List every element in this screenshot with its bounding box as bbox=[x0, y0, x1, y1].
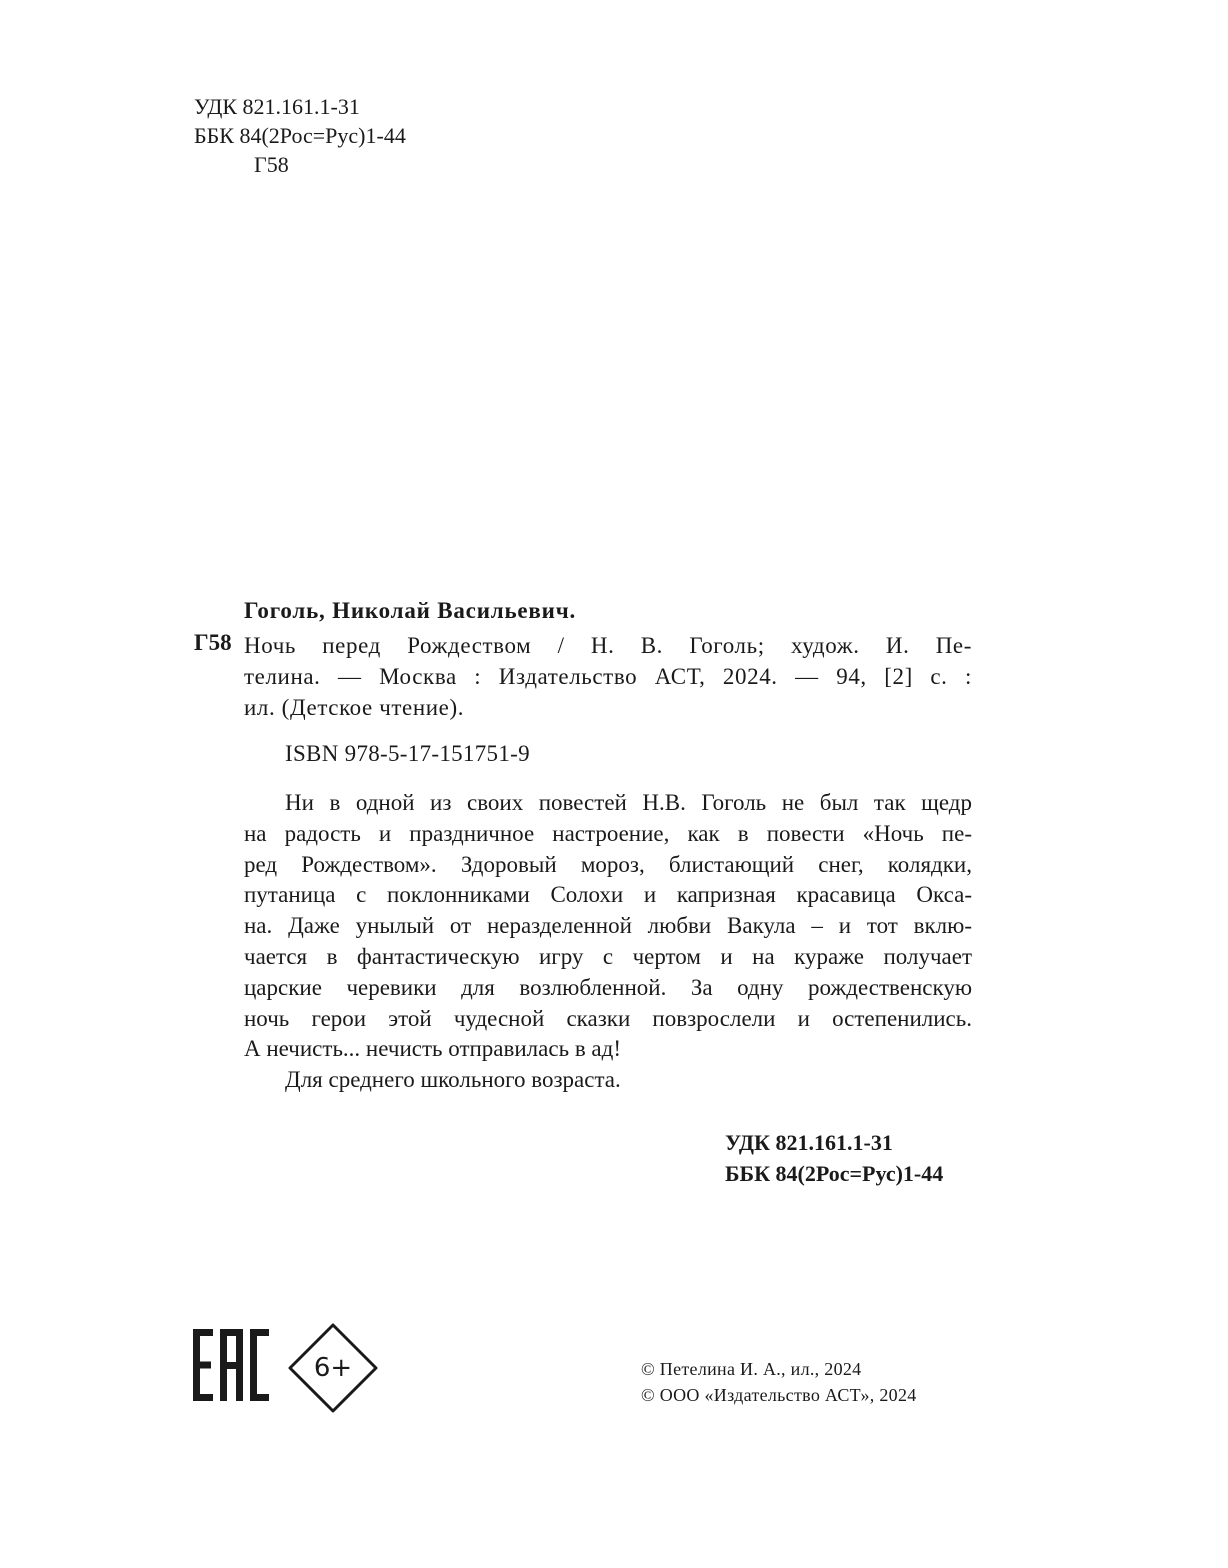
annotation-line: А нечисть... нечисть отправилась в ад! bbox=[244, 1036, 621, 1062]
footer-classification-codes bbox=[725, 1127, 943, 1189]
age-rating-label: 6+ bbox=[313, 1353, 353, 1383]
record-author-sign: Г58 bbox=[194, 630, 232, 655]
annotation-line: ночь герои этой чудесной сказки повзрослели и остепенились. bbox=[244, 1005, 972, 1031]
header-classification-codes bbox=[194, 92, 406, 179]
annotation-line: на. Даже унылый от неразделенной любви Вакула – и тот вклю- bbox=[244, 913, 972, 939]
copyright-block bbox=[641, 1356, 917, 1408]
annotation bbox=[244, 788, 972, 1096]
age-rating-badge bbox=[287, 1322, 379, 1414]
eac-logo-icon bbox=[193, 1329, 269, 1406]
annotation-line: чается в фантастическую игру с чертом и на кураже получает bbox=[244, 943, 972, 969]
annotation-line: на радость и праздничное настроение, как в повести «Ночь пе- bbox=[244, 820, 972, 846]
description-line: телина. — Москва : Издательство АСТ, 2024. — 94, [2] с. : bbox=[244, 664, 972, 689]
record-author: Гоголь, Николай Васильевич. bbox=[244, 598, 577, 623]
copyright-line: © ООО «Издательство АСТ», 2024 bbox=[641, 1385, 917, 1405]
annotation-line: путаница с поклонниками Солохи и капризная красавица Окса- bbox=[244, 882, 972, 908]
footer-bbk: ББК 84(2Рос=Рус)1-44 bbox=[725, 1161, 944, 1186]
description-line: Ночь перед Рождеством / Н. В. Гоголь; худож. И. Пе- bbox=[244, 633, 972, 658]
annotation-line: царские черевики для возлюбленной. За одну рождественскую bbox=[244, 974, 972, 1000]
header-bbk: ББК 84(2Рос=Рус)1-44 bbox=[194, 123, 406, 148]
copyright-line: © Петелина И. А., ил., 2024 bbox=[641, 1359, 862, 1379]
footer-udk: УДК 821.161.1-31 bbox=[725, 1130, 893, 1155]
age-note: Для среднего школьного возраста. bbox=[285, 1067, 621, 1093]
description-line: ил. (Детское чтение). bbox=[244, 695, 465, 720]
bibliographic-description bbox=[244, 630, 972, 723]
eac-logo-graphic bbox=[193, 1329, 269, 1401]
isbn: ISBN 978-5-17-151751-9 bbox=[285, 741, 530, 766]
header-author-sign: Г58 bbox=[254, 152, 289, 177]
header-udk: УДК 821.161.1-31 bbox=[194, 94, 360, 119]
annotation-line: Ни в одной из своих повестей Н.В. Гоголь не был так щедр bbox=[285, 790, 972, 815]
annotation-line: ред Рождеством». Здоровый мороз, блистающий снег, колядки, bbox=[244, 851, 972, 877]
